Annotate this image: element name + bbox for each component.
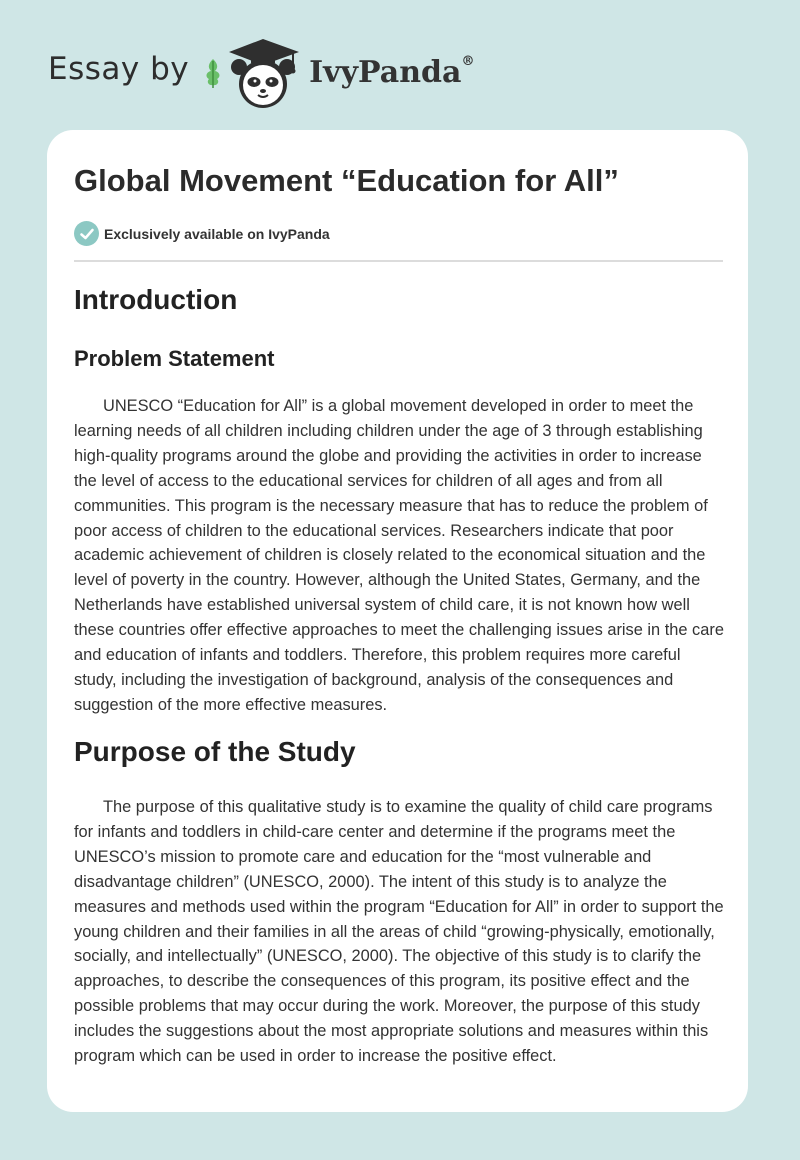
page-title: Global Movement “Education for All” — [74, 163, 619, 198]
panda-graduate-icon — [221, 35, 305, 109]
registered-mark: ® — [461, 53, 475, 69]
exclusive-badge-label: Exclusively available on IvyPanda — [104, 225, 330, 242]
article-card — [47, 130, 748, 1112]
ivy-leaf-icon — [203, 55, 223, 89]
section-heading: Purpose of the Study — [74, 736, 356, 767]
section-paragraph: UNESCO “Education for All” is a global movement developed in order to meet the learning needs of all children including children under the age of 3 through establishing high-quality programs around the globe and providing the activities in order to increase the level of access to the educational services for children of all ages and from all communities. This program is the necessary measure that has to reduce the problem of poor access of children to the educational services. Researchers indicate that poor academic achievement of children is closely related to the economical situation and the level of poverty in the country. However, although the United States, Germany, and the Netherlands have established universal system of child care, it is not known how well these countries offer effective approaches to meet the challenging issues arise in the care and education of infants and toddlers. Therefore, this problem requires more careful study, including the investigation of background, analysis of the consequences and suggestion of the more effective measures. — [74, 397, 724, 714]
check-icon — [74, 221, 99, 246]
section-heading: Introduction — [74, 284, 238, 315]
brand-text: IvyPanda — [309, 54, 462, 90]
title-divider — [74, 260, 723, 262]
essay-by-label: Essay by — [48, 51, 190, 87]
brand-name — [309, 55, 474, 90]
section-subheading: Problem Statement — [74, 346, 275, 371]
exclusive-badge — [74, 221, 330, 246]
section-paragraph: The purpose of this qualitative study is to examine the quality of child care programs for infants and toddlers in child-care center and determine if the programs meet the UNESCO’s mission to promote care and education for the “most vulnerable and disadvantage children” (UNESCO, 2000). The intent of this study is to analyze the measures and methods used within the program “Education for All” in order to support the young children and their families in all the areas of child “growing-physically, emotionally, socially, and intellectually” (UNESCO, 2000). The objective of this study is to clarify the approaches, to describe the consequences of this program, its positive effect and the possible problems that may occur during the work. Moreover, the purpose of this study includes the suggestions about the most appropriate solutions and measures within this program which can be used in order to increase the positive effect. — [74, 798, 724, 1066]
site-header — [48, 36, 474, 108]
ivypanda-logo[interactable] — [203, 35, 474, 109]
